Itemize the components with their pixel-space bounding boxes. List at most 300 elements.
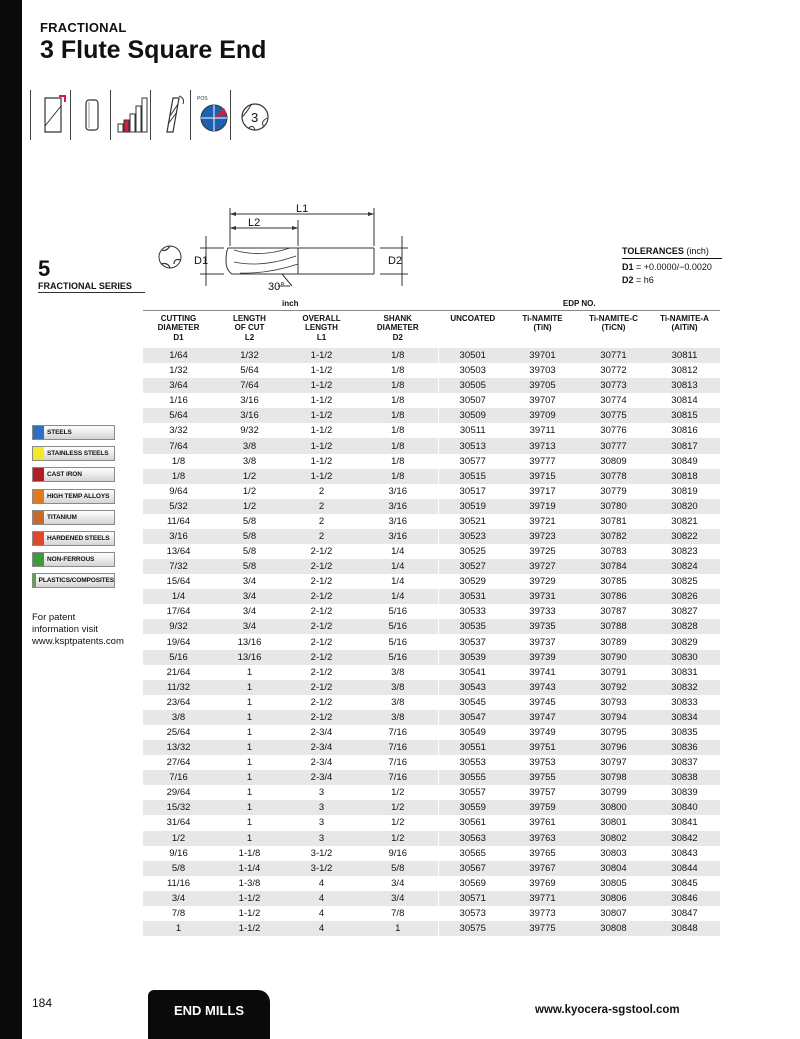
table-cell: 7/8 <box>171 907 186 919</box>
table-cell: 5/8 <box>242 515 257 527</box>
table-cell: 5/8 <box>242 546 257 558</box>
table-row <box>143 393 720 408</box>
table-cell: 39703 <box>529 365 556 377</box>
table-cell: 30790 <box>578 650 649 665</box>
table-cell: 30845 <box>671 877 698 889</box>
table-cell: 3/8 <box>358 665 438 680</box>
table-cell: 4 <box>318 907 325 919</box>
table-cell: 5/64 <box>143 408 214 423</box>
table-cell: 30529 <box>459 576 486 588</box>
material-swatch <box>33 574 36 587</box>
table-cell: 39739 <box>507 650 578 665</box>
table-cell: 3-1/2 <box>285 861 358 876</box>
table-row <box>143 665 720 680</box>
table-row <box>143 544 720 559</box>
table-cell: 15/32 <box>143 800 214 815</box>
table-cell: 30806 <box>578 891 649 906</box>
material-label: STEELS <box>47 429 72 436</box>
table-cell: 30814 <box>671 395 698 407</box>
table-cell: 39775 <box>507 921 578 936</box>
table-cell: 30788 <box>578 619 649 634</box>
table-cell: 30517 <box>459 485 486 497</box>
table-cell: 30539 <box>438 650 507 665</box>
table-cell: 5/8 <box>214 529 285 544</box>
table-row <box>143 574 720 589</box>
table-cell: 2-1/2 <box>310 696 333 708</box>
square-end-icon <box>30 90 70 140</box>
table-cell: 1 <box>214 770 285 785</box>
table-cell: 30535 <box>438 619 507 634</box>
table-cell: 30798 <box>578 770 649 785</box>
table-cell: 30834 <box>649 710 720 725</box>
table-cell: 39757 <box>529 787 556 799</box>
table-cell: 3/8 <box>358 695 438 710</box>
table-cell: 30783 <box>600 546 627 558</box>
table-cell: 1-1/2 <box>285 438 358 453</box>
table-cell: 30820 <box>649 499 720 514</box>
table-cell: 3/16 <box>240 395 259 407</box>
table-cell: 30811 <box>649 348 720 363</box>
table-cell: 3/4 <box>242 576 257 588</box>
table-cell: 2-1/2 <box>310 576 333 588</box>
tolerances-title: TOLERANCES (inch) <box>622 246 722 259</box>
table-cell: 30503 <box>459 365 486 377</box>
table-cell: 30813 <box>649 378 720 393</box>
table-cell: 30515 <box>438 469 507 484</box>
table-cell: 1-1/2 <box>285 469 358 484</box>
table-cell: 29/64 <box>166 787 191 799</box>
flute-count: 3 <box>251 110 259 125</box>
material-swatch <box>33 553 44 566</box>
table-cell: 30805 <box>600 877 627 889</box>
table-row <box>143 725 720 740</box>
table-row <box>143 680 720 695</box>
table-cell: 13/16 <box>237 636 262 648</box>
table-cell: 17/64 <box>166 606 191 618</box>
table-cell: 39773 <box>529 907 556 919</box>
material-label: TITANIUM <box>47 513 77 521</box>
table-cell: 30789 <box>600 636 627 648</box>
table-cell: 1/8 <box>358 454 438 469</box>
table-cell: 1/8 <box>171 455 186 467</box>
length-chart-icon <box>110 90 150 140</box>
table-row <box>143 363 720 378</box>
material-swatch <box>33 426 44 439</box>
table-cell: 7/64 <box>143 438 214 453</box>
table-cell: 3 <box>318 817 325 829</box>
material-label: NON-FERROUS <box>47 556 95 564</box>
material-item <box>32 489 115 504</box>
table-cell: 39723 <box>507 529 578 544</box>
table-cell: 30505 <box>438 378 507 393</box>
table-cell: 1-1/2 <box>285 378 358 393</box>
table-cell: 30549 <box>459 726 486 738</box>
table-cell: 3/16 <box>358 499 438 514</box>
material-item <box>32 446 115 461</box>
table-cell: 30784 <box>578 559 649 574</box>
pos-label: POS <box>197 96 208 102</box>
table-cell: 1/8 <box>358 408 438 423</box>
positive-rake-icon <box>190 90 230 140</box>
table-row <box>143 454 720 469</box>
material-label: HIGH TEMP ALLOYS <box>47 492 110 500</box>
table-cell: 30802 <box>578 831 649 846</box>
diagram-d1: D1 <box>194 255 209 267</box>
table-cell: 2-1/2 <box>285 559 358 574</box>
table-row <box>143 378 720 393</box>
table-cell: 1 <box>214 680 285 695</box>
table-cell: 30501 <box>438 348 507 363</box>
table-cell: 39711 <box>529 425 556 437</box>
table-cell: 3/16 <box>143 529 214 544</box>
end-mill-diagram <box>150 198 420 290</box>
table-cell: 1/4 <box>358 589 438 604</box>
table-cell: 7/32 <box>143 559 214 574</box>
table-cell: 30537 <box>459 636 486 648</box>
table-row <box>143 438 720 453</box>
table-cell: 2-1/2 <box>285 589 358 604</box>
table-cell: 3/8 <box>358 710 438 725</box>
table-cell: 30509 <box>438 408 507 423</box>
table-cell: 1/4 <box>358 544 438 559</box>
table-cell: 1 <box>358 921 438 936</box>
table-cell: 2-1/2 <box>285 650 358 665</box>
table-cell: 30849 <box>671 455 698 467</box>
section-tab <box>148 990 270 1039</box>
table-cell: 1-3/8 <box>238 877 261 889</box>
table-cell: 39753 <box>529 757 556 769</box>
table-cell: 2-3/4 <box>285 770 358 785</box>
material-label: HARDENED STEELS <box>47 534 110 542</box>
table-cell: 30541 <box>459 666 486 678</box>
table-cell: 7/16 <box>358 740 438 755</box>
table-row <box>143 800 720 815</box>
table-cell: 30823 <box>671 546 698 558</box>
table-cell: 3/4 <box>242 606 257 618</box>
table-cell: 2-1/2 <box>310 546 333 558</box>
table-row <box>143 589 720 604</box>
spec-table <box>143 298 720 936</box>
group-inch: inch <box>143 298 438 310</box>
feature-icon-row <box>30 90 270 140</box>
table-cell: 25/64 <box>166 726 191 738</box>
table-cell: 2-1/2 <box>285 710 358 725</box>
table-cell: 1-1/4 <box>214 861 285 876</box>
table-cell: 30847 <box>671 907 698 919</box>
table-row <box>143 499 720 514</box>
table-cell: 39767 <box>507 861 578 876</box>
column-header: Ti-NAMITE-A (AlTiN) <box>660 313 709 332</box>
table-cell: 30786 <box>578 589 649 604</box>
table-cell: 30511 <box>459 425 486 437</box>
table-cell: 7/16 <box>143 770 214 785</box>
table-cell: 1/8 <box>358 378 438 393</box>
table-cell: 30573 <box>459 907 486 919</box>
table-cell: 30833 <box>671 696 698 708</box>
table-cell: 5/16 <box>358 634 438 649</box>
table-cell: 30840 <box>649 800 720 815</box>
table-cell: 30794 <box>578 710 649 725</box>
table-cell: 15/64 <box>166 576 191 588</box>
table-cell: 7/64 <box>214 378 285 393</box>
table-cell: 1-1/2 <box>285 408 358 423</box>
table-row <box>143 619 720 634</box>
table-cell: 30837 <box>671 757 698 769</box>
table-cell: 2 <box>318 515 325 527</box>
table-cell: 39741 <box>529 666 556 678</box>
table-cell: 13/64 <box>166 546 191 558</box>
table-cell: 1/2 <box>242 485 257 497</box>
table-cell: 1/8 <box>358 423 438 438</box>
table-cell: 39751 <box>507 740 578 755</box>
table-cell: 1/8 <box>143 469 214 484</box>
table-cell: 30831 <box>671 666 698 678</box>
table-cell: 30809 <box>600 455 627 467</box>
table-cell: 2 <box>318 485 325 497</box>
table-cell: 7/16 <box>358 770 438 785</box>
table-cell: 39709 <box>507 408 578 423</box>
table-row <box>143 559 720 574</box>
table-cell: 11/16 <box>166 877 191 889</box>
table-cell: 30835 <box>671 726 698 738</box>
table-cell: 5/8 <box>143 861 214 876</box>
table-cell: 39747 <box>507 710 578 725</box>
material-swatch <box>33 532 44 545</box>
table-row <box>143 861 720 876</box>
table-cell: 1/2 <box>214 499 285 514</box>
table-cell: 39735 <box>507 619 578 634</box>
table-cell: 1 <box>214 800 285 815</box>
table-cell: 39727 <box>507 559 578 574</box>
section-label: END MILLS <box>174 1003 245 1018</box>
table-cell: 1 <box>214 831 285 846</box>
table-cell: 1-1/2 <box>310 455 333 467</box>
table-cell: 30825 <box>671 576 698 588</box>
table-row <box>143 831 720 846</box>
table-row <box>143 529 720 544</box>
table-cell: 5/16 <box>143 650 214 665</box>
table-cell: 11/32 <box>143 680 214 695</box>
table-cell: 1/8 <box>358 393 438 408</box>
table-cell: 30577 <box>459 455 486 467</box>
table-cell: 1/8 <box>358 363 438 378</box>
table-cell: 3/4 <box>358 891 438 906</box>
table-cell: 3 <box>285 831 358 846</box>
table-cell: 1/8 <box>358 469 438 484</box>
table-row <box>143 408 720 423</box>
table-cell: 39769 <box>529 877 556 889</box>
table-cell: 30553 <box>459 757 486 769</box>
table-cell: 39717 <box>529 485 556 497</box>
series-divider <box>38 292 145 293</box>
table-cell: 1/2 <box>358 831 438 846</box>
table-cell: 13/32 <box>143 740 214 755</box>
table-cell: 39725 <box>529 546 556 558</box>
table-cell: 1-1/8 <box>238 847 261 859</box>
table-cell: 30787 <box>600 606 627 618</box>
table-cell: 30557 <box>459 787 486 799</box>
table-cell: 30565 <box>459 847 486 859</box>
table-cell: 30778 <box>578 469 649 484</box>
table-cell: 30818 <box>649 469 720 484</box>
table-cell: 39759 <box>507 800 578 815</box>
table-cell: 39715 <box>507 469 578 484</box>
table-cell: 30846 <box>649 891 720 906</box>
table-cell: 5/16 <box>358 619 438 634</box>
table-cell: 39755 <box>507 770 578 785</box>
table-cell: 30779 <box>600 485 627 497</box>
table-cell: 5/16 <box>358 650 438 665</box>
table-cell: 3-1/2 <box>310 847 333 859</box>
table-cell: 30547 <box>438 710 507 725</box>
table-cell: 3/64 <box>143 378 214 393</box>
table-cell: 30829 <box>671 636 698 648</box>
table-cell: 30774 <box>600 395 627 407</box>
table-cell: 1 <box>214 710 285 725</box>
table-cell: 5/8 <box>358 861 438 876</box>
table-cell: 39745 <box>529 696 556 708</box>
page-number: 184 <box>32 996 53 1010</box>
table-cell: 2 <box>285 499 358 514</box>
table-cell: 39705 <box>507 378 578 393</box>
table-cell: 11/64 <box>166 515 191 527</box>
table-cell: 39771 <box>507 891 578 906</box>
table-cell: 3/32 <box>169 425 188 437</box>
diagram-l2: L2 <box>248 217 261 229</box>
table-row <box>143 514 720 529</box>
table-cell: 30830 <box>649 650 720 665</box>
table-cell: 1-1/2 <box>310 395 333 407</box>
table-cell: 2 <box>285 529 358 544</box>
table-cell: 5/64 <box>240 365 259 377</box>
table-cell: 1/2 <box>358 785 438 800</box>
category-label: FRACTIONAL <box>40 20 127 35</box>
table-cell: 19/64 <box>166 636 191 648</box>
table-cell: 1 <box>246 757 253 769</box>
patent-note: For patent information visit www.ksptpatents.com <box>32 612 124 647</box>
left-edge-bar <box>0 0 22 1039</box>
table-row <box>143 348 720 363</box>
table-cell: 30773 <box>578 378 649 393</box>
table-cell: 30817 <box>649 438 720 453</box>
straight-shank-icon <box>70 90 110 140</box>
table-cell: 13/16 <box>214 650 285 665</box>
table-row <box>143 634 720 649</box>
table-cell: 1/16 <box>169 395 188 407</box>
table-cell: 3/4 <box>358 876 438 891</box>
table-cell: 39737 <box>529 636 556 648</box>
table-cell: 4 <box>318 877 325 889</box>
table-cell: 30836 <box>649 740 720 755</box>
table-cell: 30569 <box>459 877 486 889</box>
page-title: 3 Flute Square End <box>40 36 267 64</box>
table-cell: 3 <box>285 800 358 815</box>
table-cell: 1 <box>246 787 253 799</box>
table-cell: 27/64 <box>166 757 191 769</box>
table-cell: 30559 <box>438 800 507 815</box>
table-cell: 39729 <box>529 576 556 588</box>
tolerances-box <box>622 246 722 285</box>
table-cell: 30803 <box>600 847 627 859</box>
table-cell: 2-3/4 <box>285 740 358 755</box>
table-cell: 5/16 <box>358 604 438 619</box>
table-cell: 30821 <box>671 515 698 527</box>
table-cell: 39707 <box>529 395 556 407</box>
table-cell: 30822 <box>649 529 720 544</box>
table-cell: 5/8 <box>214 559 285 574</box>
table-cell: 30507 <box>459 395 486 407</box>
table-cell: 2-1/2 <box>285 619 358 634</box>
table-cell: 9/16 <box>358 846 438 861</box>
table-cell: 30804 <box>578 861 649 876</box>
table-cell: 1/32 <box>169 365 188 377</box>
table-cell: 30785 <box>600 576 627 588</box>
table-cell: 3/4 <box>214 589 285 604</box>
helix-icon <box>150 90 190 140</box>
table-cell: 39701 <box>507 348 578 363</box>
table-cell: 9/64 <box>169 485 188 497</box>
table-cell: 30812 <box>671 365 698 377</box>
table-cell: 39733 <box>529 606 556 618</box>
table-cell: 1/2 <box>358 815 438 830</box>
tolerance-d2: D2 = h6 <box>622 275 654 285</box>
table-cell: 30800 <box>578 800 649 815</box>
material-label: PLASTICS/COMPOSITES <box>38 577 114 585</box>
table-row <box>143 710 720 725</box>
table-row <box>143 846 720 861</box>
table-cell: 1/64 <box>143 348 214 363</box>
column-header: Ti-NAMITE-C (TiCN) <box>589 313 638 332</box>
table-cell: 39763 <box>507 831 578 846</box>
table-cell: 3/8 <box>358 680 438 695</box>
table-cell: 39731 <box>507 589 578 604</box>
table-row <box>143 785 720 800</box>
column-header: OVERALL LENGTH L1 <box>302 313 341 342</box>
table-cell: 30525 <box>459 546 486 558</box>
table-cell: 39713 <box>507 438 578 453</box>
diagram-l1: L1 <box>296 203 309 215</box>
table-cell: 1 <box>246 817 253 829</box>
table-cell: 4 <box>285 891 358 906</box>
table-cell: 3 <box>318 787 325 799</box>
table-cell: 30796 <box>578 740 649 755</box>
material-label: STAINLESS STEELS <box>47 450 109 458</box>
tolerance-d1: D1 = +0.0000/−0.0020 <box>622 262 712 272</box>
material-item <box>32 552 115 567</box>
table-cell: 30848 <box>649 921 720 936</box>
table-cell: 30791 <box>600 666 627 678</box>
table-cell: 23/64 <box>166 696 191 708</box>
table-cell: 30826 <box>649 589 720 604</box>
material-label: CAST IRON <box>47 471 82 479</box>
table-cell: 1/4 <box>358 574 438 589</box>
series-number: 5 <box>38 256 51 281</box>
table-cell: 30792 <box>578 680 649 695</box>
table-row <box>143 740 720 755</box>
table-row <box>143 755 720 770</box>
group-edp: EDP NO. <box>438 298 720 310</box>
table-cell: 21/64 <box>166 666 191 678</box>
material-item <box>32 510 115 525</box>
table-cell: 30567 <box>438 861 507 876</box>
table-row <box>143 891 720 906</box>
table-cell: 1 <box>214 740 285 755</box>
table-cell: 1/8 <box>358 348 438 363</box>
table-cell: 30563 <box>438 831 507 846</box>
table-cell: 39765 <box>529 847 556 859</box>
table-cell: 3/16 <box>358 484 438 499</box>
table-cell: 31/64 <box>166 817 191 829</box>
